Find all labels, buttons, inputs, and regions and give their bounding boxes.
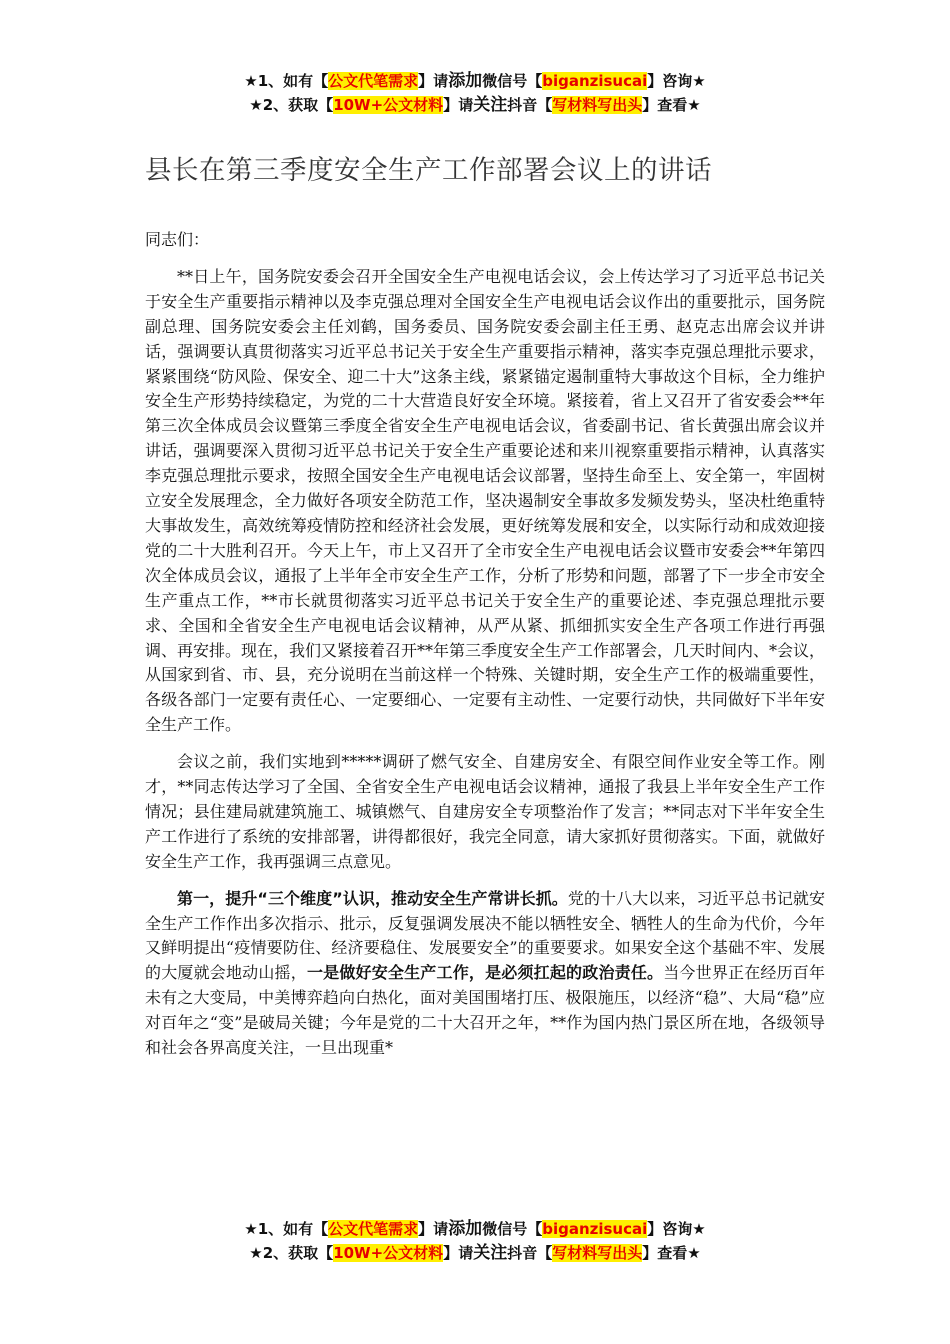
highlight-materials: 10W+公文材料: [333, 1244, 444, 1262]
document-body: [145, 228, 825, 1073]
highlight-wechat-id: biganzisucai: [542, 1220, 648, 1238]
paragraph-2: 会议之前，我们实地到*****调研了燃气安全、自建房安全、有限空间作业安全等工作。刚才，**同志传达学习了全国、全省安全生产电视电话会议精神，通报了我县上半年安全生产工作情况；县住建局就建筑施工、城镇燃气、自建房安全专项整治作了发言；**同志对下半年安全生产工作进行了系统的安排部署，讲得都很好，我完全同意，请大家抓好贯彻落实。下面，就做好安全生产工作，我再强调三点意见。: [145, 752, 825, 871]
promo-banner-top: [0, 69, 950, 117]
point-heading-1: 一是做好安全生产工作，是必须扛起的政治责任。: [306, 963, 664, 983]
promo-line-2: ★2、获取【10W+公文材料】请关注抖音【写材料写出头】查看★: [249, 1243, 701, 1263]
highlight-ghostwriting: 公文代笔需求: [328, 1220, 419, 1238]
salutation: 同志们：: [145, 230, 210, 249]
promo-line-1: ★1、如有【公文代笔需求】请添加微信号【biganzisucai】咨询★: [244, 71, 706, 91]
paragraph-3: 第一，提升“三个维度”认识，推动安全生产常讲长抓。党的十八大以来，习近平总书记就安全生产工作作出多次指示、批示，反复强调发展决不能以牺牲安全、牺牲人的生命为代价，今年又鲜明提出“疫情要防住、经济要稳住、发展要安全”的重要要求。如果安全这个基础不牢、发展的大厦就会地动山摇，一是做好安全生产工作，是必须扛起的政治责任。当今世界正在经历百年未有之大变局，中美博弈趋向白热化，面对美国围堵打压、极限施压，以经济“稳”、大局“稳”应对百年之“变”是破局关键；今年是党的二十大召开之年，**作为国内热门景区所在地，各级领导和社会各界高度关注，一旦出现重*: [145, 888, 825, 1058]
promo-banner-bottom: [0, 1217, 950, 1265]
document-title: 县长在第三季度安全生产工作部署会议上的讲话: [145, 155, 712, 186]
highlight-wechat-id: biganzisucai: [542, 72, 648, 90]
promo-line-2: ★2、获取【10W+公文材料】请关注抖音【写材料写出头】查看★: [249, 95, 701, 115]
highlight-douyin: 写材料写出头: [552, 96, 643, 114]
highlight-ghostwriting: 公文代笔需求: [328, 72, 419, 90]
paragraph-1: **日上午，国务院安委会召开全国安全生产电视电话会议，会上传达学习了习近平总书记关于安全生产重要指示精神以及李克强总理对全国安全生产电视电话会议作出的重要批示，国务院副总理、国务院安委会主任刘鹤，国务委员、国务院安委会副主任王勇、赵克志出席会议并讲话，强调要认真贯彻落实习近平总书记关于安全生产重要指示精神，落实李克强总理批示要求，紧紧围绕“防风险、保安全、迎二十大”这条主线，紧紧锚定遏制重特大事故这个目标，全力维护安全生产形势持续稳定，为党的二十大营造良好安全环境。紧接着，省上又召开了省安委会**年第三次全体成员会议暨第三季度全省安全生产电视电话会议，省委副书记、省长黄强出席会议并讲话，强调要深入贯彻习近平总书记关于安全生产重要论述和来川视察重要指示精神，认真落实李克强总理批示要求，按照全国安全生产电视电话会议部署，坚持生命至上、安全第一，牢固树立安全发展理念，全力做好各项安全防范工作，坚决遏制安全事故多发频发势头，坚决杜绝重特大事故发生，高效统筹疫情防控和经济社会发展，更好统筹发展和安全，以实际行动和成效迎接党的二十大胜利召开。今天上午，市上又召开了全市安全生产电视电话会议暨市安委会**年第四次全体成员会议，通报了上半年全市安全生产工作，分析了形势和问题，部署了下一步全市安全生产重点工作，**市长就贯彻落实习近平总书记关于安全生产的重要论述、李克强总理批示要求、全国和全省安全生产电视电话会议精神，从严从紧、抓细抓实安全生产各项工作进行再强调、再安排。现在，我们又紧接着召开**年第三季度安全生产工作部署会，几天时间内、*会议，从国家到省、市、县，充分说明在当前这样一个特殊、关键时期，安全生产工作的极端重要性，各级各部门一定要有责任心、一定要细心、一定要有主动性、一定要行动快，共同做好下半年安全生产工作。: [145, 266, 826, 735]
promo-line-1: ★1、如有【公文代笔需求】请添加微信号【biganzisucai】咨询★: [244, 1219, 706, 1239]
highlight-douyin: 写材料写出头: [552, 1244, 643, 1262]
section-heading-1: 第一，提升“三个维度”认识，推动安全生产常讲长抓。: [177, 888, 568, 908]
highlight-materials: 10W+公文材料: [333, 96, 444, 114]
